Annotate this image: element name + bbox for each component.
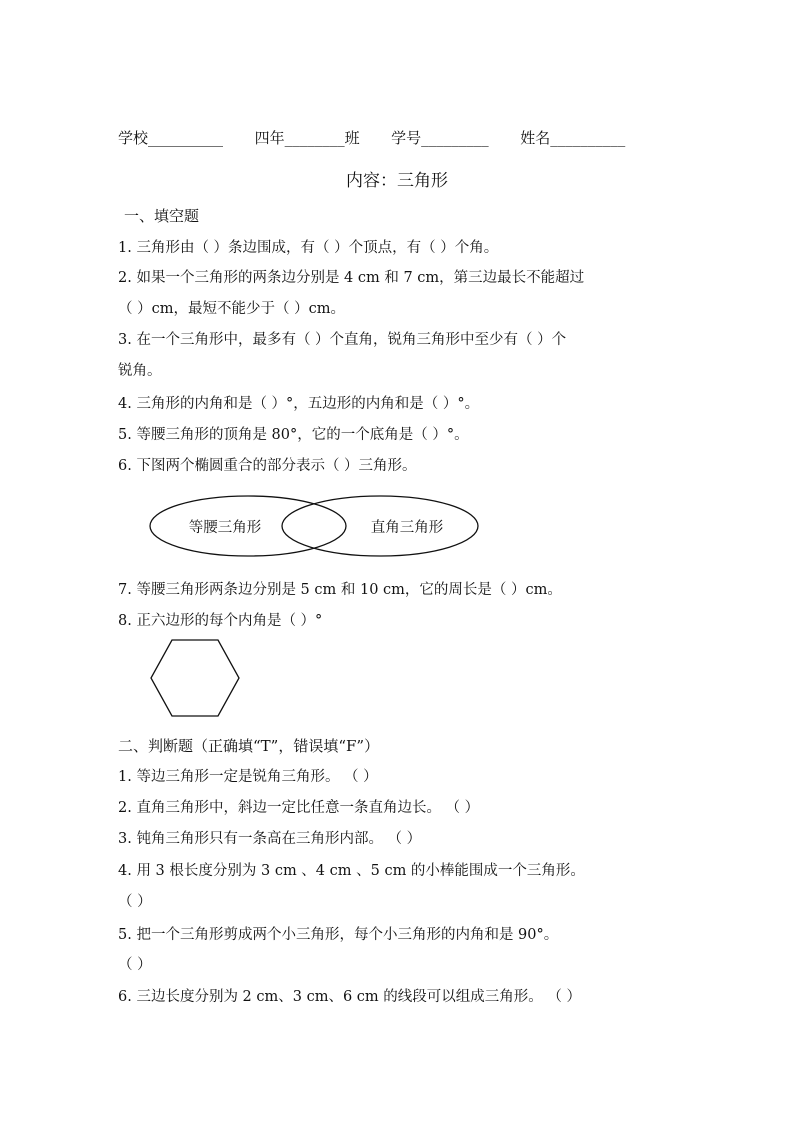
name-field: 姓名__________ xyxy=(520,129,626,147)
student-number-field: 学号_________ xyxy=(391,129,489,147)
question-1-3-line2: 锐角。 xyxy=(118,363,162,379)
hexagon-shape xyxy=(151,640,239,716)
question-1-1: 1. 三角形由（ ）条边围成，有（ ）个顶点，有（ ）个角。 xyxy=(118,240,499,256)
question-1-7: 7. 等腰三角形两条边分别是 5 cm 和 10 cm，它的周长是（ ）cm。 xyxy=(118,582,562,598)
regular-hexagon-figure xyxy=(148,638,242,720)
question-2-5-line1: 5. 把一个三角形剪成两个小三角形，每个小三角形的内角和是 90°。 xyxy=(118,927,559,943)
question-2-4-line1: 4. 用 3 根长度分别为 3 cm 、4 cm 、5 cm 的小棒能围成一个三角形。 xyxy=(118,863,585,879)
question-2-3: 3. 钝角三角形只有一条高在三角形内部。 （ ） xyxy=(118,831,422,847)
question-2-4-line2: （ ） xyxy=(118,894,152,910)
section-fill-in-heading: 一、填空题 xyxy=(124,207,200,225)
grade-class-field: 四年________班 xyxy=(254,129,360,147)
student-info-header xyxy=(118,128,625,148)
question-2-5-line2: （ ） xyxy=(118,957,152,973)
question-1-6: 6. 下图两个椭圆重合的部分表示（ ）三角形。 xyxy=(118,458,417,474)
school-field: 学校__________ xyxy=(118,129,224,147)
question-1-8: 8. 正六边形的每个内角是（ ）° xyxy=(118,613,323,629)
venn-left-label: 等腰三角形 xyxy=(188,520,262,536)
question-2-1: 1. 等边三角形一定是锐角三角形。 （ ） xyxy=(118,769,378,785)
venn-diagram xyxy=(145,490,485,560)
question-2-2: 2. 直角三角形中，斜边一定比任意一条直角边长。 （ ） xyxy=(118,800,480,816)
page-title: 内容：三角形 xyxy=(346,171,448,191)
question-1-2-line1: 2. 如果一个三角形的两条边分别是 4 cm 和 7 cm，第三边最长不能超过 xyxy=(118,270,585,286)
question-2-6: 6. 三边长度分别为 2 cm、3 cm、6 cm 的线段可以组成三角形。 （ ） xyxy=(118,989,581,1005)
section-true-false-heading: 二、判断题（正确填“T”，错误填“F”） xyxy=(118,737,380,755)
question-1-4: 4. 三角形的内角和是（ ）°，五边形的内角和是（ ）°。 xyxy=(118,396,480,412)
question-1-2-line2: （ ）cm，最短不能少于（ ）cm。 xyxy=(118,301,345,317)
question-1-5: 5. 等腰三角形的顶角是 80°，它的一个底角是（ ）°。 xyxy=(118,427,469,443)
question-1-3-line1: 3. 在一个三角形中，最多有（ ）个直角，锐角三角形中至少有（ ）个 xyxy=(118,332,567,348)
venn-right-label: 直角三角形 xyxy=(370,520,444,536)
